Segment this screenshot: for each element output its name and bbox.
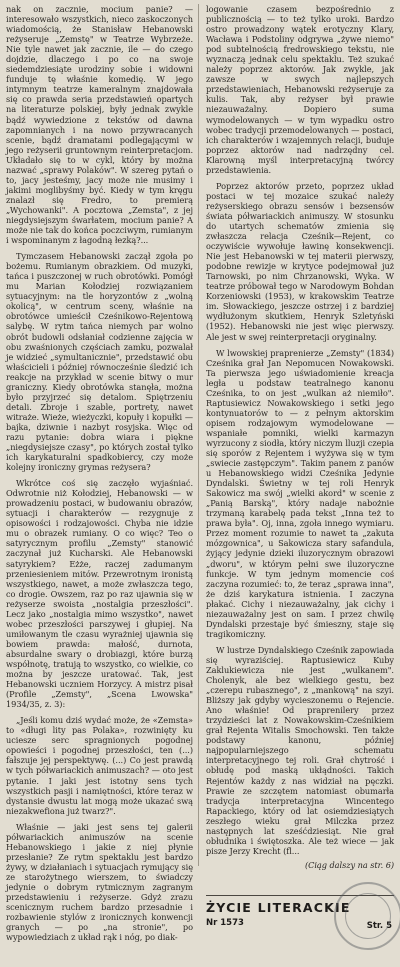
paragraph: W lwowskiej praprenierze „Zemsty" (1834) Cześnika grał Jan Nepomucen Nowakowski. Ta pierwsza jego uświadomienie kreacja legła u podstaw teatralnego kanonu Cześnika, to on jest „wulkan aż niemiło". Raptusiewicz Nowakowskiego i setki jego kontynuatorów to — z pełnym aktorskim opisem rodzajowym wymodelowane — wspaniałe pomniki, wielki karmazyn wyrzucony z siodła, który niczym lluzji czepia się sporów z Rejentem i wyżywa się w tym „swiecie zastępczym". Takim panem z panów u Hebanowskiego widzi Cześnika Jedynie Dyndalski. Świetny w tej roli Henryk Sakowicz ma swój „wielki akord" w scenie z „Panią Barską", który nadaje nabożnie trzymaną karabelę pada tekst „Inna też to prawa była". Oj, inna, zgoła innego wymiaru. Przez moment rozumie to nawet ta „zakuta mózgownica", u Sakowicza stary safandula, żyjący jedynie dzieki iluzorycznym obrazowi „dworu", w którym pełni swe iluzoryczne funkcje. W tym jednym momencie coś zaczyna rozumieć: to, że teraz „sprawa inna", że dziś karykatura istnienia. I zaczyna płakać. Cichy i niezauważalny, jak cichy i niezauważalny jest on sam. I przez chwilę Dyndalski przestaje być śmieszny, staje się tragikomiczny. [206, 347, 394, 639]
page-number: Str. 5 [366, 921, 392, 931]
paragraph: Wkrótce coś się zaczęło wyjaśniać. Odwrotnie niż Kołodziej, Hebanowski — w prowadzeniu postaci, w budowaniu obrazów, sytuacji i charakterów — rezygnuje z opisowości i rodzajowości. Chyba nie idzie mu o obrazek rumiany. O co więc? Teo o satyrycznym profilu „Zemsty" stanowić zaczynał już Kucharski. Ale Hebanowski satyrykiem? Eżże, raczej zadumanym przeniesieniem mitów. Przewrotnym ironistą wszystkiego, nawet, a może zwłaszcza tego, co drogie. Owszem, raz po raz ujawnia się w reżyserze swoista „nostalgia przeszłości". Lecz jako „nostalgia mimo wszystko", nawet wobec przeszłości parszywej i głupiej. Na umiłowanym tle czasu wyrażniej ujawnia się bowiem prawda: małość, durnota, absurdalne swary o drobiazgi, które burzą współnotę, tratują to wszystko, co wielkie, co można by jeszcze uratować. Tak, jest Hebanowski uczniem Horzycy. A mistrz pisał (Profile „Zemsty", „Scena Lwowska" 1934/35, z. 3): [6, 478, 193, 710]
paragraph: nak on zacznie, mocium panie? — interesowało wszystkich, nieco zaskoczonych wiadomością, że Stanisław Hebanowski reżyseruje „Zemstę" w Teatrze Wybrzeże. Nie tyle nawet jak zacznie, ile — do czego dojdzie, dlaczego i po co na swoje siedemdziesiąte urodziny sobie i widowni funduje tę właśnie komedię. W jego intymnym teatrze kameralnym znajdowała się co prawda seria przedstawień opartych na literaturze polskiej, były jednak zwykle bądź wywiedzione z tekstów od dawna zapomnianych i na nowo przywracanych scenie, bądź dramatami podlegającymi w jego reżyserii gruntownym reinterpretacjom. Układało się to w cykl, który by można nazwać „sprawy Polaków". W szereg pytań o to, jacy jesteśmy, jacy może nie musimy i jakimi moglibyśmy być. Kiedy w tym kręgu znalazł się Fredro, to premierą „Wychowanki". A pocztowa „Zemsta", z jej niegdysiejszym śwarłatem, mocium panie? A może nie tak do końca poczciwym, rumianym i wspominanym z łagodną łezką?... [6, 4, 193, 246]
quote-paragraph: „Jeśli komu dziś wydać może, że «Zemsta» to «długi lity pas Polaka», rozwinięty ku uciesze serc spragnionych pogodnej opowieści i pogodnej przeszłości, ten (...) fałszuje jej perspektywę. (...) Co jest prawdą w tych półwariackich animuszach? — oto jest pytanie. I jaki jest istotny sens tych wszystkich pasji i namiętności, które teraz w dystansie dwustu lat mogą może ukazać swą niezakwefiona już twarz?". [6, 715, 193, 816]
stamp-inner-ring [345, 893, 391, 939]
issue-number: Nr 1573 [206, 918, 244, 928]
paragraph: Tymczasem Hebanowski zaczął zgoła po bożemu. Rumianym obrazkiem. Od muzyki, tańca i puszczonej w ruch obrotówki. Pomógł mu Marian Kołodziej rozwiązaniem sytuacyjnym: na tle horyzontów z „wolną okolicą", w centrum sceny, właśnie na obrotówce umieścił Cześnikowo-Rejentową salybę. W rytm tańca niemych par wolno obrót budowli odsłaniał codzienne zajęcia w obu zwaśnionych częściach zamku, pozwalał je widzieć „symultanicznie", przedstawić obu właścicieli i później równocześnie śledzić ich reakcje na przykład w scenie bitwy o mur graniczny. Kiedy obrotówka stanęła, można było przyjrzeć się detalom. Spiętrzeniu detali. Zbroje i szable, portrety, nawet witraże. Wieże, wieżyczki, kopuły i kopułki — bajka, dziwnie i nazbyt rosyjska. Więc od razu pytanie: dobra wiara i piękne „niegdysiejsze czasy", po których został tylko ich karykaturalni spadkobiercy, czy może kolejny ironiczny grymas reżysera? [6, 251, 193, 473]
right-article-column [206, 4, 394, 870]
paragraph: W lustrze Dyndalskiego Cześnik zapowiada się wyraziściej. Raptusiewicz Kuby Zaklukiewicza nie jest „wulkanem". Cholenyk, ale bez wielkiego gestu, bez „czerepu rubasznego", z „mankową" na szyi. Bliższy jak gdyby wycieszonemu o Rejencie. Ano właśnie! Od praprenilery przez trzydzieści lat z Nowakowskim-Cześnikiem grał Rejenta Witalis Smochowski. Ten także podstawy kanonu, później najpopularniejszego schematu interpretacyjnego tej roli. Grał chytrość i obłudę pod maską ukłądności. Takich Rejentów każdy z nas widział na pęczki. Prawie ze szczętem natomiast obumarła tradycja interpretacyjna Wincentego Rapackiego, który od lat osiemdziesiątych zeszłego wieku grał Milczka przez następnych lat sześćdziesiąt. Nie grał obłudnika i świętoszka. Ale też wiece — jak pisze Jerzy Krecht (fl... [206, 644, 394, 856]
paragraph: Właśnie — jaki jest sens tej galerii półwariackich animuszów na scenie Hebanowskiego i jakie z niej płynie przesłanie? Ze rytm spektaklu jest bardzo żywy, w działaniach i sytuacjach rymujący się ze starożytnego wierszem, to świadczy jedynie o dobrym rytmicznym zagranym przedstawieniu i reżyserze. Gdyż zrazu scenicznym ruchem bardzo przesadnie i rozbawienie stylów z ironicznych konwencji granych — po „na stronie", po wypowiedziach z układ rąk i nóg, po diak- [6, 821, 193, 943]
continuation-note: (Ciąg dalszy na str. 6) [304, 859, 394, 870]
library-stamp-icon [334, 882, 400, 950]
masthead-title: ŻYCIE LITERACKIE [206, 900, 351, 915]
paragraph: Poprzez aktorów przeto, poprzez układ postaci w tej mozaice szukać należy reżyserskiego obrazu sensów i bezsensów świata półwariackich animuszy. W stosunku do utartych schematów zmienia się zwłaszcza relacja Cześnik—Rejent, co oczywiście wywołuje ławinę konsekwencji. Nie jest Hebanowski w tej materii pierwszy, podobne rewizje w krytyce podejmował już Tarnowski, po nim Chrzanowski, Wyka. W teatrze próbował tego w Narodowym Bohdan Korzeniowski (1953), w krakowskim Teatrze im. Słowackiego, jeszcze ostrzej i z bardziej wydłużonym skutkiem, Henryk Szletyński (1952). Hebanowski nie jest więc pierwszy. Ale jest w swej reinterpretacji oryginalny. [206, 180, 394, 342]
left-article-column [6, 4, 193, 942]
column-divider [198, 4, 199, 866]
paragraph: logowanie czasem bezpośrednio z publicznością — to też tylko uroki. Bardzo ostro prowadzony wątek erotyczny Klary, Wacława i Podstoliny odgrywa „żywe niemo" pod subtelnością fredrowskiego tekstu, nie wyznaczą jednak celu spektaklu. Też szukać należy poprzez aktorów. Jak zwykle, jak zawsze w swych najlepszych przedstawieniach, Hebanowski reżyseruje za kulis. Tak, aby reżyser był prawie niezauważalny. Dopiero suma wymodelowanych — w tym wypadku ostro wobec tradycji przemodelowanych — postaci, ich charakterów i wzajemnych relacji, buduje poprzez aktorów nad nadrzędny cel. Klarowną myśl interpretacyjną twórcy przedstawienia. [206, 4, 394, 175]
